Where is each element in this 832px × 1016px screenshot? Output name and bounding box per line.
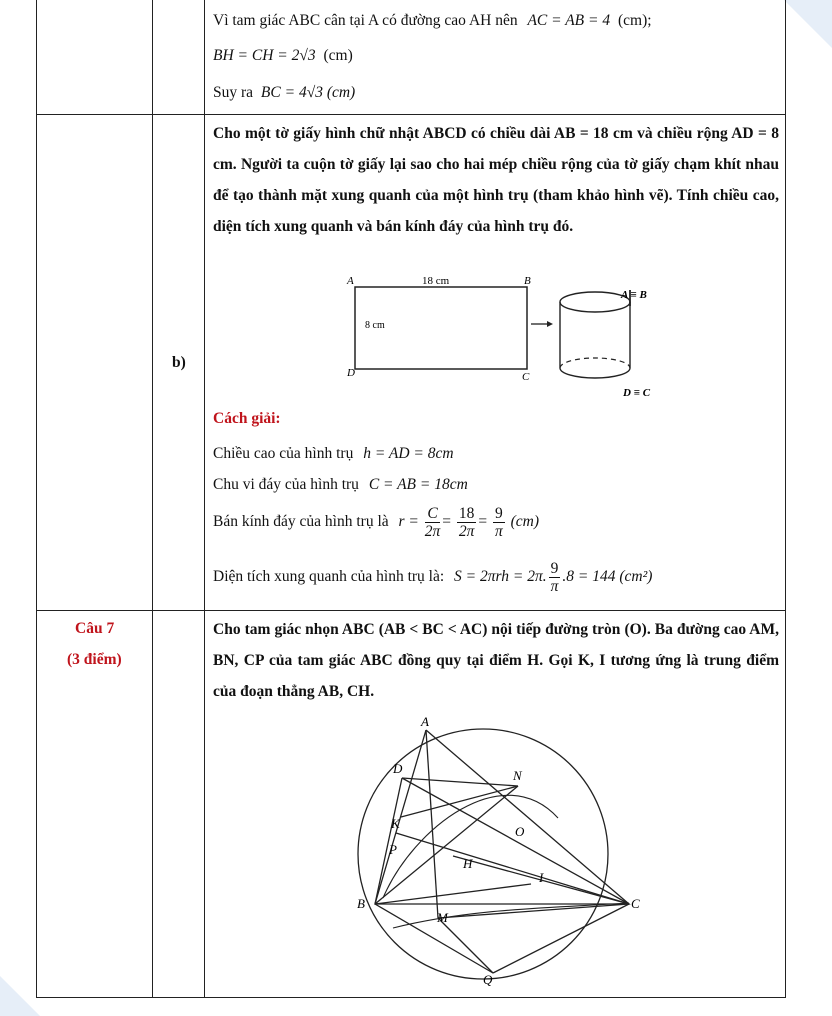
- problem-c7: Cho tam giác nhọn ABC (AB < BC < AC) nội tiếp đường tròn (O). Ba đường cao AM, BN, CP của tam giác ABC đồng quy tại điểm H. Gọi K, I tương ứng là trung điểm của đoạn thẳng AB, CH.: [213, 621, 779, 700]
- solution-step-3: Bán kính đáy của hình trụ là r = $\frac{C}{2\pi}$ = $\frac{18}{2\pi}$ = $\frac{9}{\pi}$ (cm): [213, 505, 540, 540]
- r0-line3: [213, 84, 355, 102]
- label-c: C: [522, 371, 530, 383]
- math: r =: [398, 513, 419, 531]
- line-mc: [438, 904, 629, 918]
- solution-title: Cách giải:: [213, 410, 281, 427]
- numerator: 18: [458, 505, 475, 522]
- denominator: π: [495, 523, 503, 540]
- text: Diện tích xung quanh của hình trụ là:: [213, 568, 445, 586]
- unit: (cm);: [617, 12, 652, 29]
- label-top: A ≡ B: [621, 289, 647, 301]
- text: Chu vi đáy của hình trụ: [213, 476, 359, 493]
- line-bi: [375, 884, 531, 904]
- numerator: 9: [495, 505, 503, 522]
- numerator: 9: [550, 560, 559, 577]
- label-d: D: [347, 367, 355, 379]
- label-p: P: [389, 842, 397, 857]
- label-m: M: [437, 910, 448, 925]
- fraction: [549, 560, 561, 595]
- cylinder-bottom-back: [560, 358, 630, 368]
- geometry-figure: [353, 714, 643, 988]
- corner-decoration: [0, 976, 40, 1016]
- label-h: H: [463, 856, 473, 871]
- rectangle-cylinder-figure: [337, 272, 651, 400]
- denominator: 2π: [458, 523, 475, 540]
- label-length: 18 cm: [422, 275, 450, 287]
- label-b: B: [357, 896, 365, 911]
- math: h = AD = 8cm: [363, 445, 454, 462]
- label-d: D: [393, 761, 403, 776]
- label-a: A: [347, 275, 354, 287]
- math: BH = CH = 2√3: [213, 47, 316, 64]
- question-label: Câu 7: [75, 620, 115, 637]
- math: C = AB = 18cm: [368, 476, 468, 493]
- question-points: (3 điểm): [67, 651, 122, 668]
- unit: (cm²): [619, 568, 653, 586]
- denominator: π: [550, 578, 559, 595]
- fraction: [493, 505, 505, 540]
- solution-step-2: [213, 476, 468, 494]
- label-bottom: D ≡ C: [623, 387, 651, 399]
- line-qc: [493, 904, 629, 973]
- numerator: C: [425, 505, 441, 523]
- text: Bán kính đáy của hình trụ là: [213, 513, 389, 531]
- row-divider: [37, 114, 785, 115]
- label-width: 8 cm: [365, 320, 385, 331]
- math: .8 = 144: [562, 568, 616, 586]
- label-n: N: [513, 768, 522, 783]
- solution-table: [36, 0, 786, 998]
- row-label-b: b): [172, 354, 186, 371]
- text: Vì tam giác ABC cân tại A có đường cao AH nên: [213, 12, 518, 29]
- label-b: B: [524, 275, 531, 287]
- r0-line2: [213, 47, 353, 65]
- arc: [383, 795, 558, 898]
- text: Chiều cao của hình trụ: [213, 445, 354, 462]
- solution-step-1: [213, 445, 454, 463]
- line-dn: [402, 778, 518, 786]
- cylinder-bottom-front: [560, 368, 630, 378]
- math: BC = 4√3 (cm): [260, 84, 356, 101]
- arrow-head: [547, 321, 553, 327]
- label-i: I: [539, 870, 544, 885]
- row-divider: [37, 610, 785, 611]
- label-c: C: [631, 896, 640, 911]
- solution-step-4: [213, 560, 652, 595]
- label-q: Q: [483, 972, 493, 987]
- altitude-am: [426, 730, 438, 918]
- r0-line1: [213, 12, 652, 30]
- problem-b: Cho một tờ giấy hình chữ nhật ABCD có chiều dài AB = 18 cm và chiều rộng AD = 8 cm. Người ta cuộn tờ giấy lại sao cho hai mép chiều rộng của tờ giấy chạm khít nhau để tạo thành mặt xung quanh của một hình trụ (tham khảo hình vẽ). Tính chiều cao, diện tích xung quanh và bán kính đáy của hình trụ đó.: [213, 125, 779, 235]
- denominator: 2π: [424, 523, 441, 540]
- math: AC = AB = 4: [527, 12, 611, 29]
- altitude-cp: [396, 833, 629, 904]
- cylinder-top: [560, 292, 630, 312]
- triangle-abc: [375, 730, 629, 904]
- unit: (cm): [510, 513, 540, 531]
- line-bq: [375, 904, 493, 973]
- corner-decoration: [784, 0, 832, 48]
- column-divider: [152, 0, 153, 997]
- math: S = 2πrh = 2π.: [454, 568, 547, 586]
- label-k: K: [391, 816, 400, 831]
- fraction: [457, 505, 477, 540]
- unit: (cm): [323, 47, 353, 64]
- label-a: A: [421, 714, 429, 729]
- text: Suy ra: [213, 84, 254, 101]
- label-o: O: [515, 824, 525, 839]
- line-kn: [401, 786, 518, 817]
- column-divider: [204, 0, 205, 997]
- fraction: [425, 505, 441, 540]
